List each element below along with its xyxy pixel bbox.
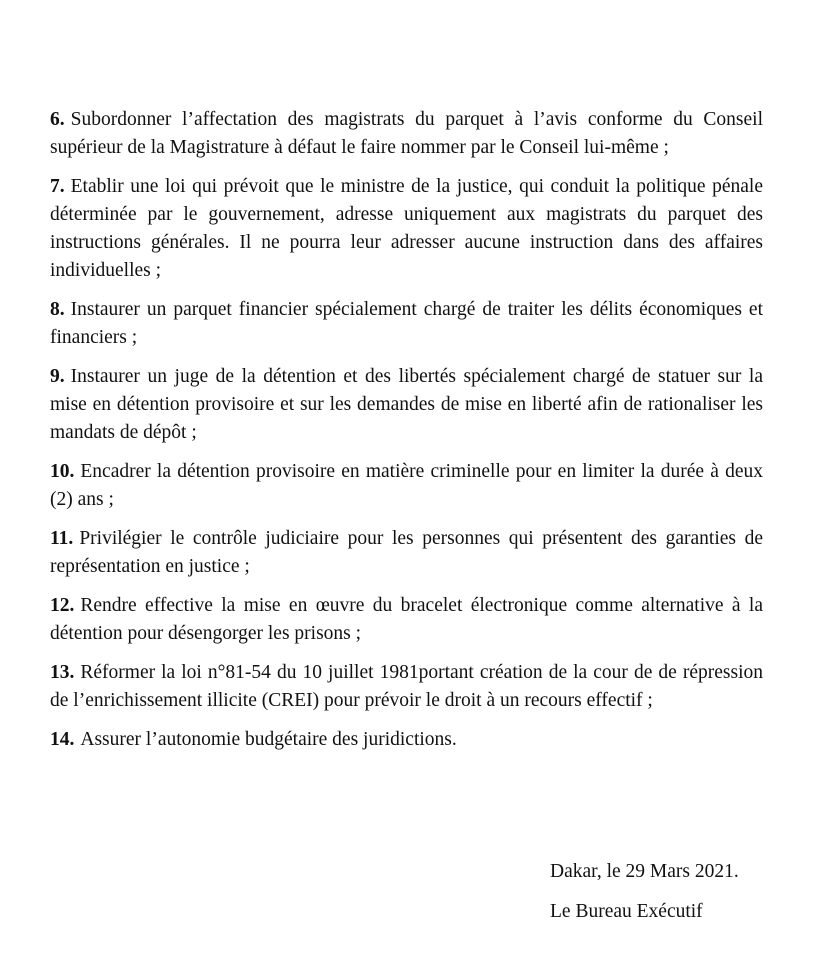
item-number: 13.: [50, 662, 75, 683]
item-text: Assurer l’autonomie budgétaire des juridictions.: [80, 729, 457, 750]
list-item: [50, 592, 763, 648]
item-text: Subordonner l’affectation des magistrats du parquet à l’avis conforme du Conseil supérieur de la Magistrature à défaut le faire nommer par le Conseil lui-même ;: [50, 109, 763, 158]
item-number: 9.: [50, 366, 65, 387]
item-number: 10.: [50, 461, 75, 482]
list-item: [50, 458, 763, 514]
item-number: 11.: [50, 528, 74, 549]
item-text: Instaurer un parquet financier spécialement chargé de traiter les délits économiques et financiers ;: [50, 299, 763, 348]
item-number: 14.: [50, 729, 75, 750]
document-body: [50, 106, 763, 765]
list-item: [50, 525, 763, 581]
item-text: Etablir une loi qui prévoit que le ministre de la justice, qui conduit la politique pénale déterminée par le gouvernement, adresse uniquement aux magistrats du parquet des instructions générales. Il ne pourra leur adresser aucune instruction dans des affaires individuelles ;: [50, 176, 763, 281]
item-text: Rendre effective la mise en œuvre du bracelet électronique comme alternative à la détention pour désengorger les prisons ;: [50, 595, 763, 644]
list-item: [50, 296, 763, 352]
closing-block: [550, 858, 739, 926]
item-number: 12.: [50, 595, 75, 616]
list-item: [50, 173, 763, 285]
item-number: 8.: [50, 299, 65, 320]
item-number: 6.: [50, 109, 65, 130]
item-text: Instaurer un juge de la détention et des libertés spécialement chargé de statuer sur la mise en détention provisoire et sur les demandes de mise en liberté afin de rationaliser les mandats de dépôt ;: [50, 366, 763, 443]
list-item: [50, 659, 763, 715]
list-item: [50, 106, 763, 162]
item-text: Réformer la loi n°81-54 du 10 juillet 1981portant création de la cour de de répression de l’enrichissement illicite (CREI) pour prévoir le droit à un recours effectif ;: [50, 662, 763, 711]
item-text: Encadrer la détention provisoire en matière criminelle pour en limiter la durée à deux (2) ans ;: [50, 461, 763, 510]
item-number: 7.: [50, 176, 65, 197]
list-item: [50, 363, 763, 447]
list-item: [50, 726, 763, 754]
item-text: Privilégier le contrôle judiciaire pour les personnes qui présentent des garanties de représentation en justice ;: [50, 528, 763, 577]
signatory: Le Bureau Exécutif: [550, 901, 703, 922]
place-date: Dakar, le 29 Mars 2021.: [550, 861, 739, 882]
